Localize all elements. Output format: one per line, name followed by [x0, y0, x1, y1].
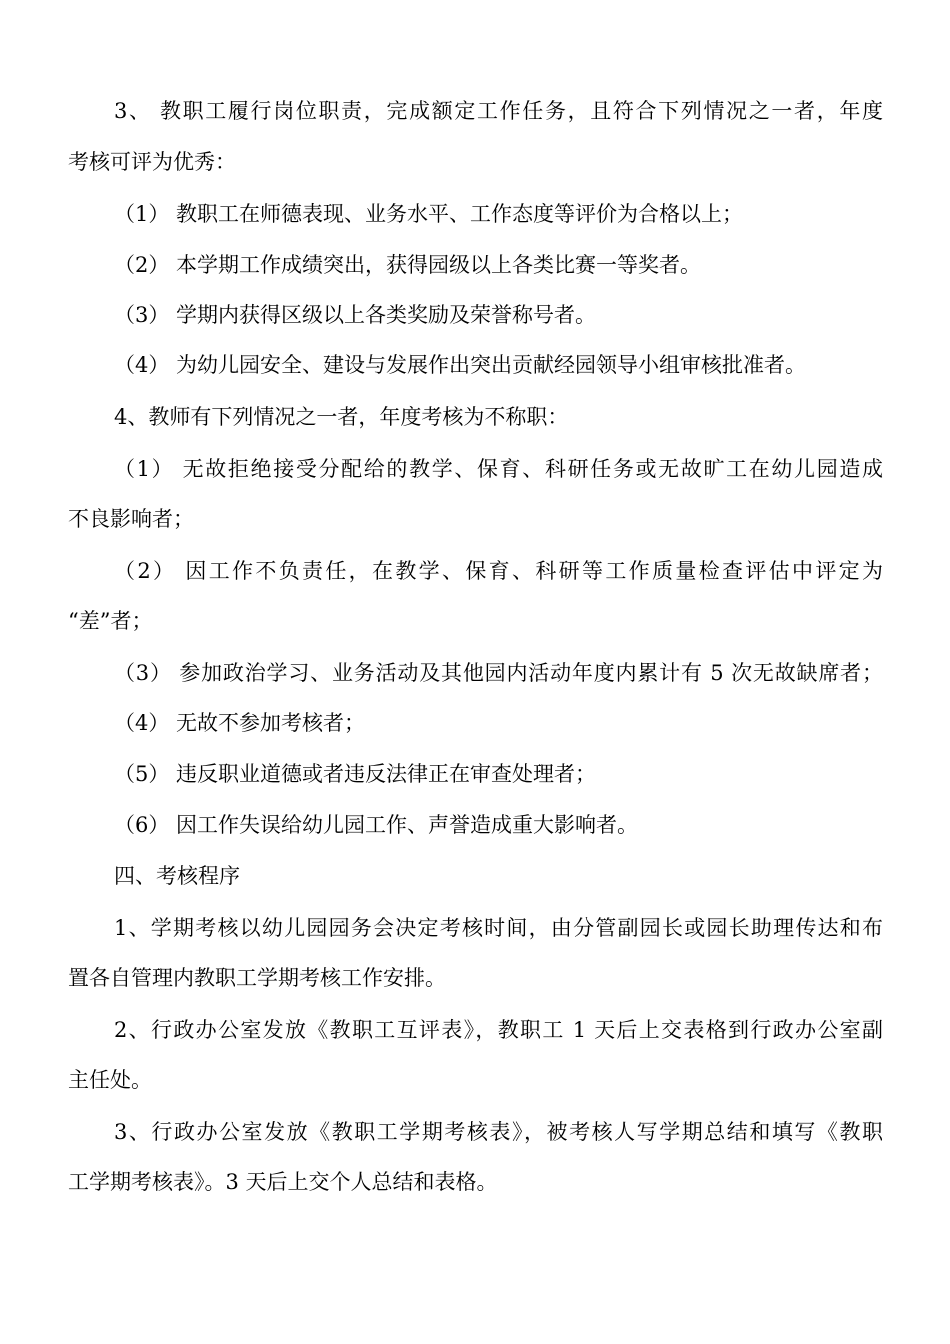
list-item: （4） 无故不参加考核者； — [114, 711, 366, 735]
paragraph-line: 考核可评为优秀： — [68, 150, 236, 174]
list-item: （1） 无故拒绝接受分配给的教学、保育、科研任务或无故旷工在幼儿园造成 — [114, 457, 883, 481]
list-item-continuation: 不良影响者； — [68, 507, 194, 531]
section-heading: 四、考核程序 — [114, 864, 240, 888]
list-item: （2） 本学期工作成绩突出，获得园级以上各类比赛一等奖者。 — [114, 253, 702, 277]
list-item: （1） 教职工在师德表现、业务水平、工作态度等评价为合格以上； — [114, 202, 744, 226]
paragraph-line: 4、教师有下列情况之一者，年度考核为不称职： — [114, 405, 569, 429]
list-item: （3） 学期内获得区级以上各类奖励及荣誉称号者。 — [114, 303, 597, 327]
paragraph-line: 置各自管理内教职工学期考核工作安排。 — [68, 966, 446, 990]
list-item: （2） 因工作不负责任，在教学、保育、科研等工作质量检查评估中评定为 — [114, 559, 883, 583]
list-item: （3） 参加政治学习、业务活动及其他园内活动年度内累计有 5 次无故缺席者； — [114, 661, 883, 685]
list-item: （4） 为幼儿园安全、建设与发展作出突出贡献经园领导小组审核批准者。 — [114, 353, 807, 377]
paragraph-line: 3、行政办公室发放《教职工学期考核表》，被考核人写学期总结和填写《教职 — [114, 1120, 883, 1144]
list-item: （5） 违反职业道德或者违反法律正在审查处理者； — [114, 762, 597, 786]
paragraph-line: 工学期考核表》。3 天后上交个人总结和表格。 — [68, 1170, 498, 1194]
list-item: （6） 因工作失误给幼儿园工作、声誉造成重大影响者。 — [114, 813, 639, 837]
paragraph-line: 主任处。 — [68, 1068, 152, 1092]
list-item-continuation: “差”者； — [68, 609, 153, 633]
paragraph-line: 1、学期考核以幼儿园园务会决定考核时间，由分管副园长或园长助理传达和布 — [114, 916, 883, 940]
paragraph-line: 2、行政办公室发放《教职工互评表》，教职工 1 天后上交表格到行政办公室副 — [114, 1018, 883, 1042]
paragraph-line: 3、 教职工履行岗位职责，完成额定工作任务，且符合下列情况之一者，年度 — [114, 99, 883, 123]
